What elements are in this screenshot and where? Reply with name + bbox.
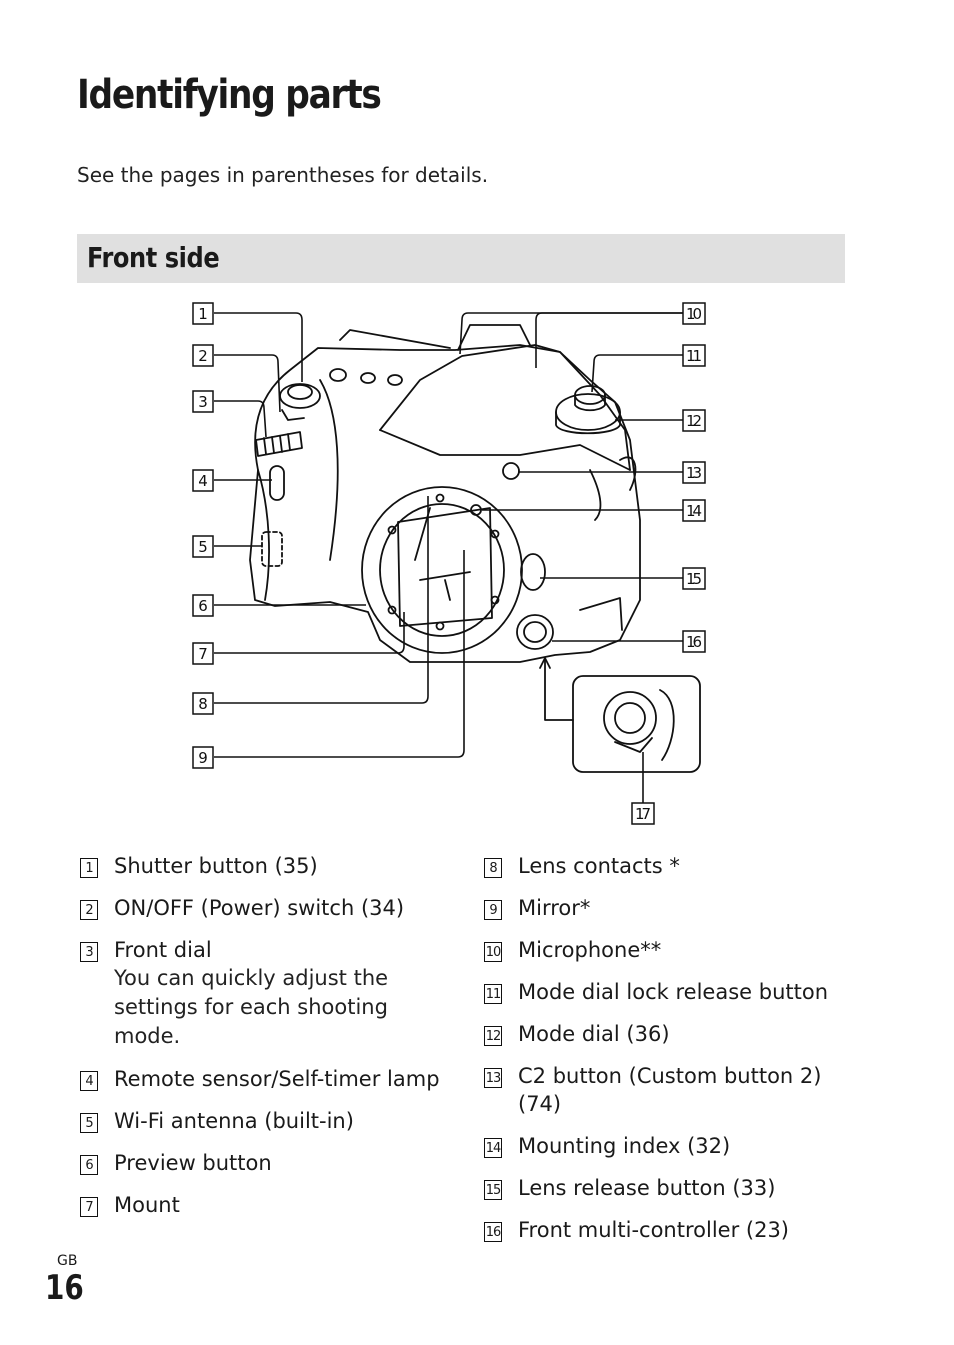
list-item [484,894,844,922]
list-item [484,978,844,1006]
item-label: Mirror* [518,896,591,920]
page-subtitle: See the pages in parentheses for details. [77,163,489,187]
callout-5 [193,536,213,557]
svg-text:15: 15 [686,570,702,588]
list-item [484,852,844,880]
wifi-antenna-shape [262,532,282,566]
list-item [80,894,440,922]
leader-lines [214,313,683,803]
front-dial-shape [256,432,302,456]
parts-list-right [484,852,844,1258]
item-label: Preview button [114,1151,272,1175]
item-label: Lens release button (33) [518,1176,776,1200]
item-label: Front dial [114,938,212,962]
page-number: 16 [45,1268,84,1308]
svg-text:11: 11 [686,347,702,365]
item-description: You can quickly adjust the settings for each shooting mode. [114,966,389,1048]
svg-text:8: 8 [198,695,208,713]
item-number: 4 [80,1071,98,1091]
item-number: 9 [484,900,502,920]
svg-text:17: 17 [635,805,651,823]
item-number: 15 [484,1180,502,1200]
callout-1 [193,303,213,324]
item-number: 7 [80,1197,98,1217]
svg-text:3: 3 [198,393,208,411]
item-label: Mounting index (32) [518,1134,731,1158]
item-number: 16 [484,1222,502,1242]
callout-7 [193,643,213,664]
item-label: Mode dial lock release button [518,980,829,1004]
callout-16 [683,631,705,652]
grip [258,470,269,600]
callout-13 [683,462,705,483]
multi-controller-shape [517,615,553,649]
callout-14 [683,500,705,521]
list-item [80,1149,440,1177]
lens-release-shape [521,554,545,590]
svg-text:5: 5 [198,538,208,556]
callout-2 [193,345,213,366]
callout-9 [193,747,213,768]
callout-8 [193,693,213,714]
page-title: Identifying parts [77,72,381,118]
item-label: Wi-Fi antenna (built-in) [114,1109,354,1133]
list-item [484,1062,844,1118]
svg-text:16: 16 [686,633,702,651]
item-label: Mode dial (36) [518,1022,670,1046]
list-item [80,936,440,1051]
list-item [80,852,440,880]
callout-10 [683,303,705,324]
list-item [80,1191,440,1219]
item-label: Front multi-controller (23) [518,1218,790,1242]
list-item [484,1132,844,1160]
svg-text:9: 9 [198,749,208,767]
list-item [484,1174,844,1202]
callout-4 [193,470,213,491]
svg-text:10: 10 [686,305,702,323]
item-label: Microphone** [518,938,662,962]
callout-3 [193,391,213,412]
svg-text:6: 6 [198,597,208,615]
callout-6 [193,595,213,616]
mode-dial-shape [556,394,620,430]
svg-text:13: 13 [686,464,702,482]
item-number: 13 [484,1068,502,1088]
list-item [484,936,844,964]
item-number: 8 [484,858,502,878]
svg-text:4: 4 [198,472,208,490]
callout-11 [683,345,705,366]
svg-text:2: 2 [198,347,208,365]
item-number: 1 [80,858,98,878]
item-number: 11 [484,984,502,1004]
item-number: 5 [80,1113,98,1133]
svg-text:12: 12 [686,412,702,430]
list-item [484,1216,844,1244]
remote-sensor-shape [270,466,284,500]
item-label: Lens contacts * [518,854,680,878]
svg-text:1: 1 [198,305,208,323]
list-item [80,1107,440,1135]
parts-list-left [80,852,440,1233]
svg-text:14: 14 [686,502,702,520]
item-label: C2 button (Custom button 2) (74) [518,1064,822,1116]
callout-12 [683,410,705,431]
svg-text:7: 7 [198,645,208,663]
mirror-box [398,508,492,626]
item-number: 10 [484,942,502,962]
item-number: 12 [484,1026,502,1046]
shutter-button-shape [280,384,320,408]
item-label: Shutter button (35) [114,854,318,878]
callout-17 [632,803,654,824]
item-number: 2 [80,900,98,920]
item-label: ON/OFF (Power) switch (34) [114,896,405,920]
c2-button-shape [503,463,519,479]
callout-15 [683,568,705,589]
item-number: 3 [80,942,98,962]
item-number: 6 [80,1155,98,1175]
section-title: Front side [87,241,220,274]
list-item [484,1020,844,1048]
item-label: Mount [114,1193,180,1217]
callout-badges [193,303,705,824]
item-number: 14 [484,1138,502,1158]
list-item [80,1065,440,1093]
page-language-code: GB [57,1253,78,1269]
item-label: Remote sensor/Self-timer lamp [114,1067,440,1091]
zoom-inset [573,676,700,772]
